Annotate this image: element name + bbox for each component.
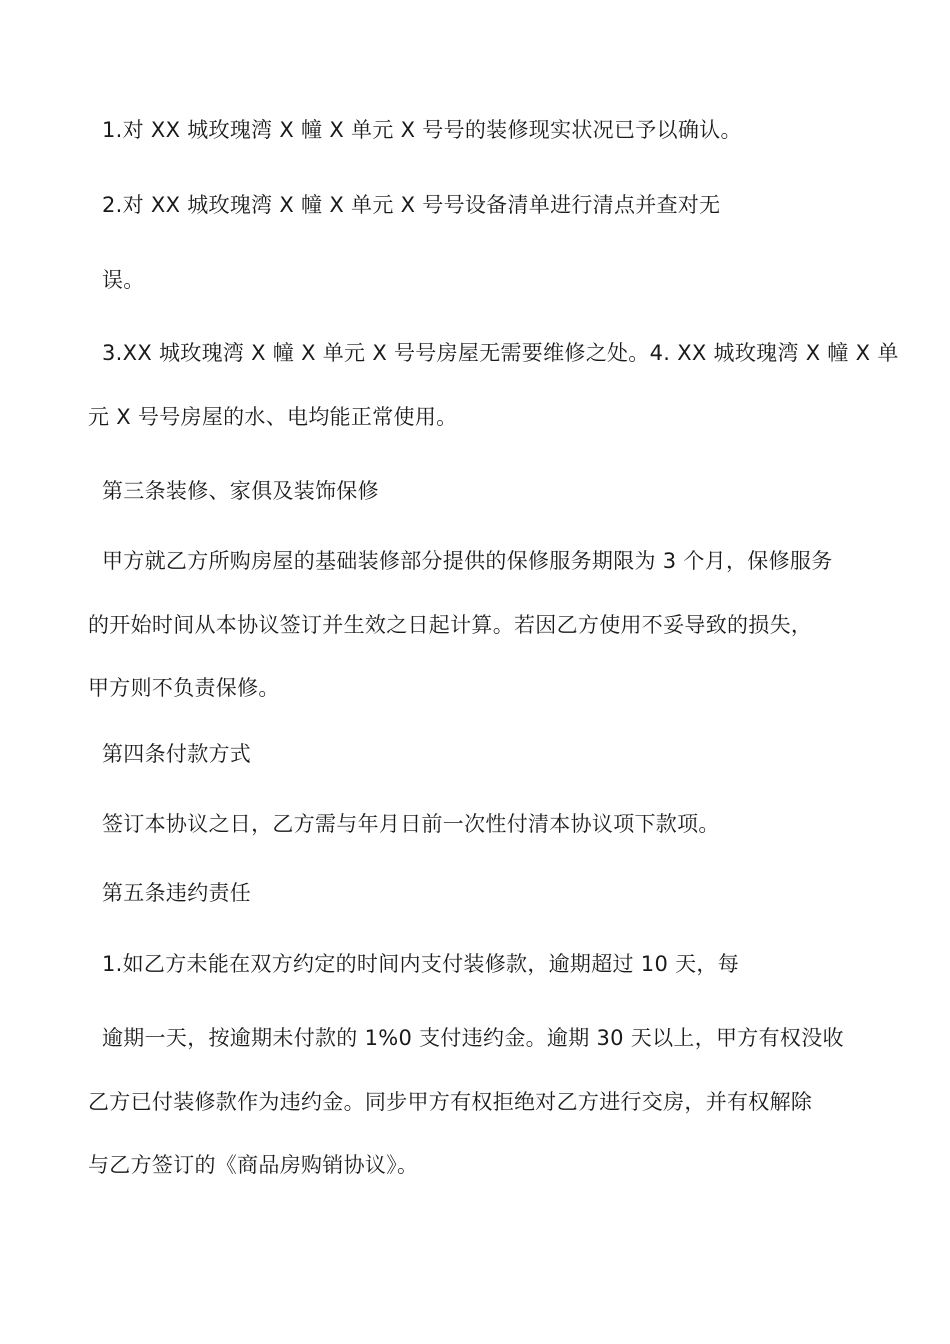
article-5-item-1: 1.如乙方未能在双方约定的时间内支付装修款，逾期超过 10 天，每 xyxy=(102,952,740,976)
article-3-paragraph-line-2: 的开始时间从本协议签订并生效之日起计算。若因乙方使用不妥导致的损失， xyxy=(88,613,813,637)
article-3-heading: 第三条装修、家俱及装饰保修 xyxy=(102,479,379,503)
article-3-paragraph-line-3: 甲方则不负责保修。 xyxy=(88,676,280,700)
clause-item-2-continued: 误。 xyxy=(102,268,145,292)
article-5-paragraph-line-3: 与乙方签订的《商品房购销协议》。 xyxy=(88,1153,419,1177)
article-4-paragraph: 签订本协议之日，乙方需与年月日前一次性付清本协议项下款项。 xyxy=(102,812,720,836)
article-5-paragraph-line-2: 乙方已付装修款作为违约金。同步甲方有权拒绝对乙方进行交房，并有权解除 xyxy=(88,1090,813,1114)
article-3-paragraph-line-1: 甲方就乙方所购房屋的基础装修部分提供的保修服务期限为 3 个月，保修服务 xyxy=(102,549,833,573)
article-5-paragraph-line-1: 逾期一天，按逾期未付款的 1%0 支付违约金。逾期 30 天以上，甲方有权没收 xyxy=(102,1026,844,1050)
article-5-heading: 第五条违约责任 xyxy=(102,881,252,905)
clause-item-4-continued: 元 X 号号房屋的水、电均能正常使用。 xyxy=(88,405,458,429)
clause-item-2: 2.对 XX 城玫瑰湾 X 幢 X 单元 X 号号设备清单进行清点并查对无 xyxy=(102,193,721,217)
clause-item-3: 3.XX 城玫瑰湾 X 幢 X 单元 X 号号房屋无需要维修之处。4. XX 城玫瑰湾 X 幢 X 单 xyxy=(102,341,899,365)
clause-item-1: 1.对 XX 城玫瑰湾 X 幢 X 单元 X 号号的装修现实状况已予以确认。 xyxy=(102,118,742,142)
article-4-heading: 第四条付款方式 xyxy=(102,742,252,766)
